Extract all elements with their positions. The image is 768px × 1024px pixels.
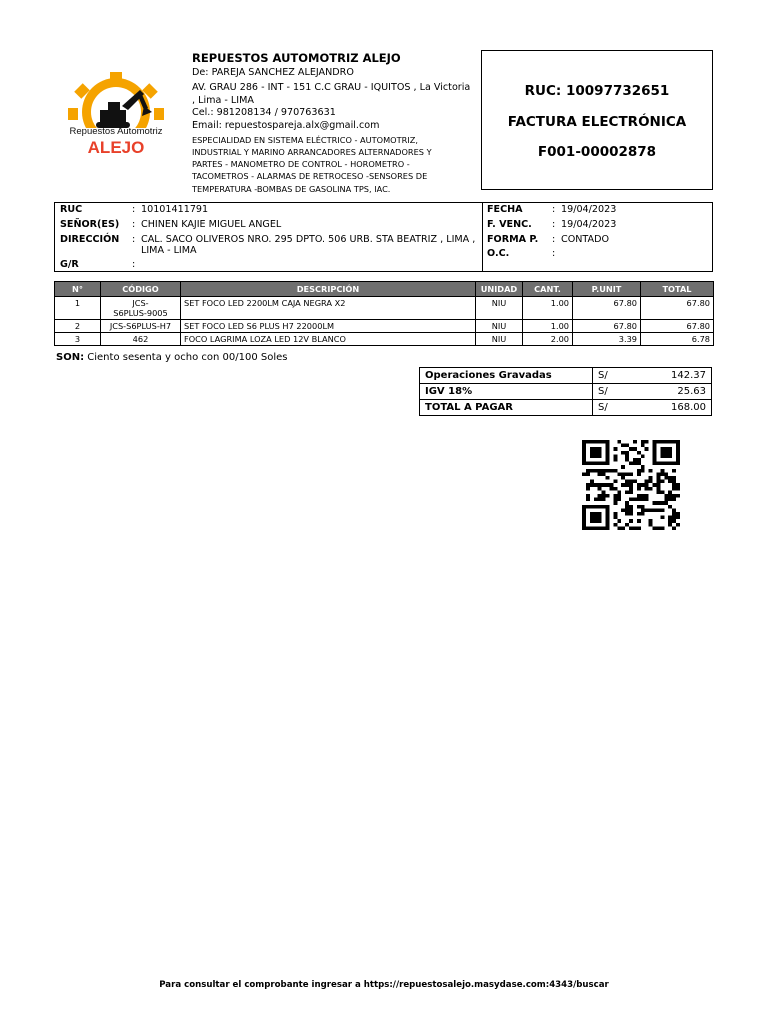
item-code: 462 (101, 333, 181, 346)
document-ruc: RUC: 10097732651 (524, 83, 670, 99)
document-number: F001-00002878 (537, 144, 657, 160)
item-unit-price: 67.80 (573, 320, 641, 333)
item-unit: NIU (476, 333, 523, 346)
item-number: 3 (55, 333, 101, 346)
oc-label: O.C. (487, 248, 510, 259)
company-logo (56, 72, 176, 168)
amount-in-words-label: SON: (56, 352, 85, 363)
company-address-line-2: , Lima - LIMA (192, 94, 254, 106)
colon: : (132, 259, 136, 270)
item-unit-price: 67.80 (573, 297, 641, 320)
colon: : (552, 248, 556, 259)
client-name-label: SEÑOR(ES) (60, 219, 120, 230)
forma-pago-value: CONTADO (561, 234, 610, 245)
colon: : (552, 234, 556, 245)
totals-currency: S/ (593, 400, 633, 416)
item-total: 67.80 (641, 297, 714, 320)
specialty-line: PARTES - MANOMETRO DE CONTROL - HOROMETRO - (192, 159, 410, 170)
colon: : (552, 219, 556, 230)
venc-value: 19/04/2023 (561, 219, 617, 230)
forma-pago-label: FORMA P. (487, 234, 539, 245)
venc-label: F. VENC. (487, 219, 532, 230)
totals-amount: 142.37 (633, 368, 712, 384)
client-name-value: CHINEN KAJIE MIGUEL ANGEL (141, 219, 282, 230)
specialty-line: TACOMETROS - ALARMAS DE RETROCESO -SENSORES DE (192, 171, 428, 182)
amount-in-words-text: Ciento sesenta y ocho con 00/100 Soles (87, 352, 288, 363)
item-unit: NIU (476, 320, 523, 333)
column-header: CANT. (523, 282, 573, 297)
column-header: CÓDIGO (101, 282, 181, 297)
items-header-row (55, 282, 714, 297)
client-ruc-value: 10101411791 (141, 204, 209, 215)
item-quantity: 2.00 (523, 333, 573, 346)
company-phone: Cel.: 981208134 / 970763631 (192, 107, 336, 119)
company-name: REPUESTOS AUTOMOTRIZ ALEJO (192, 51, 401, 65)
totals-row (420, 400, 712, 416)
totals-currency: S/ (593, 368, 633, 384)
client-box-divider (482, 203, 483, 271)
column-header: P.UNIT (573, 282, 641, 297)
totals-label: TOTAL A PAGAR (420, 400, 593, 416)
item-code (101, 297, 181, 320)
amount-in-words (56, 352, 287, 363)
column-header: N° (55, 282, 101, 297)
item-total: 67.80 (641, 320, 714, 333)
item-description: SET FOCO LED S6 PLUS H7 22000LM (181, 320, 476, 333)
specialty-line: INDUSTRIAL Y MARINO ARRANCADORES ALTERNADORES Y (192, 146, 432, 157)
totals-label: IGV 18% (420, 384, 593, 400)
svg-text:Repuestos Automotriz: Repuestos Automotriz (69, 126, 163, 137)
client-address-line-2: LIMA - LIMA (141, 245, 197, 256)
totals-row (420, 368, 712, 384)
specialty-line: ESPECIALIDAD EN SISTEMA ELÉCTRICO - AUTOMOTRIZ, (192, 134, 418, 145)
client-address-line-1: CAL. SACO OLIVEROS NRO. 295 DPTO. 506 URB. STA BEATRIZ , LIMA , (141, 234, 476, 245)
item-number: 1 (55, 297, 101, 320)
column-header: TOTAL (641, 282, 714, 297)
colon: : (552, 204, 556, 215)
item-quantity: 1.00 (523, 297, 573, 320)
qr-code (582, 440, 680, 530)
table-row (55, 333, 714, 346)
colon: : (132, 234, 136, 245)
totals-currency: S/ (593, 384, 633, 400)
column-header: UNIDAD (476, 282, 523, 297)
document-type: FACTURA ELECTRÓNICA (507, 114, 687, 130)
table-row (55, 297, 714, 320)
totals-label: Operaciones Gravadas (420, 368, 593, 384)
company-email: Email: repuestospareja.alx@gmail.com (192, 119, 380, 131)
item-description: FOCO LAGRIMA LOZA LED 12V BLANCO (181, 333, 476, 346)
company-specialty (192, 134, 478, 195)
client-info-box (54, 202, 713, 272)
company-owner: De: PAREJA SANCHEZ ALEJANDRO (192, 66, 354, 78)
footer-query-note: Para consultar el comprobante ingresar a https://repuestosalejo.masydase.com:4343/buscar (159, 980, 609, 990)
item-code: JCS-S6PLUS-H7 (101, 320, 181, 333)
client-gr-label: G/R (60, 259, 79, 270)
item-code-line: S6PLUS-9005 (113, 308, 168, 318)
totals-row (420, 384, 712, 400)
colon: : (132, 219, 136, 230)
colon: : (132, 204, 136, 215)
item-unit: NIU (476, 297, 523, 320)
item-quantity: 1.00 (523, 320, 573, 333)
totals-amount: 168.00 (633, 400, 712, 416)
item-number: 2 (55, 320, 101, 333)
company-info (192, 52, 478, 195)
item-total: 6.78 (641, 333, 714, 346)
fecha-value: 19/04/2023 (561, 204, 617, 215)
client-ruc-label: RUC (60, 204, 83, 215)
client-address-label: DIRECCIÓN (60, 234, 120, 245)
fecha-label: FECHA (487, 204, 523, 215)
item-unit-price: 3.39 (573, 333, 641, 346)
company-address-line-1: AV. GRAU 286 - INT - 151 C.C GRAU - IQUITOS , La Victoria (192, 82, 471, 94)
item-description: SET FOCO LED 2200LM CAJA NEGRA X2 (181, 297, 476, 320)
totals-amount: 25.63 (633, 384, 712, 400)
totals-table (419, 367, 712, 416)
column-header: DESCRIPCIÓN (181, 282, 476, 297)
item-code-line: JCS- (132, 298, 149, 308)
specialty-line: TEMPERATURA -BOMBAS DE GASOLINA TPS, IAC. (192, 183, 391, 194)
svg-text:ALEJO: ALEJO (87, 138, 145, 157)
document-id-box (481, 50, 713, 190)
table-row (55, 320, 714, 333)
items-table (54, 281, 714, 346)
